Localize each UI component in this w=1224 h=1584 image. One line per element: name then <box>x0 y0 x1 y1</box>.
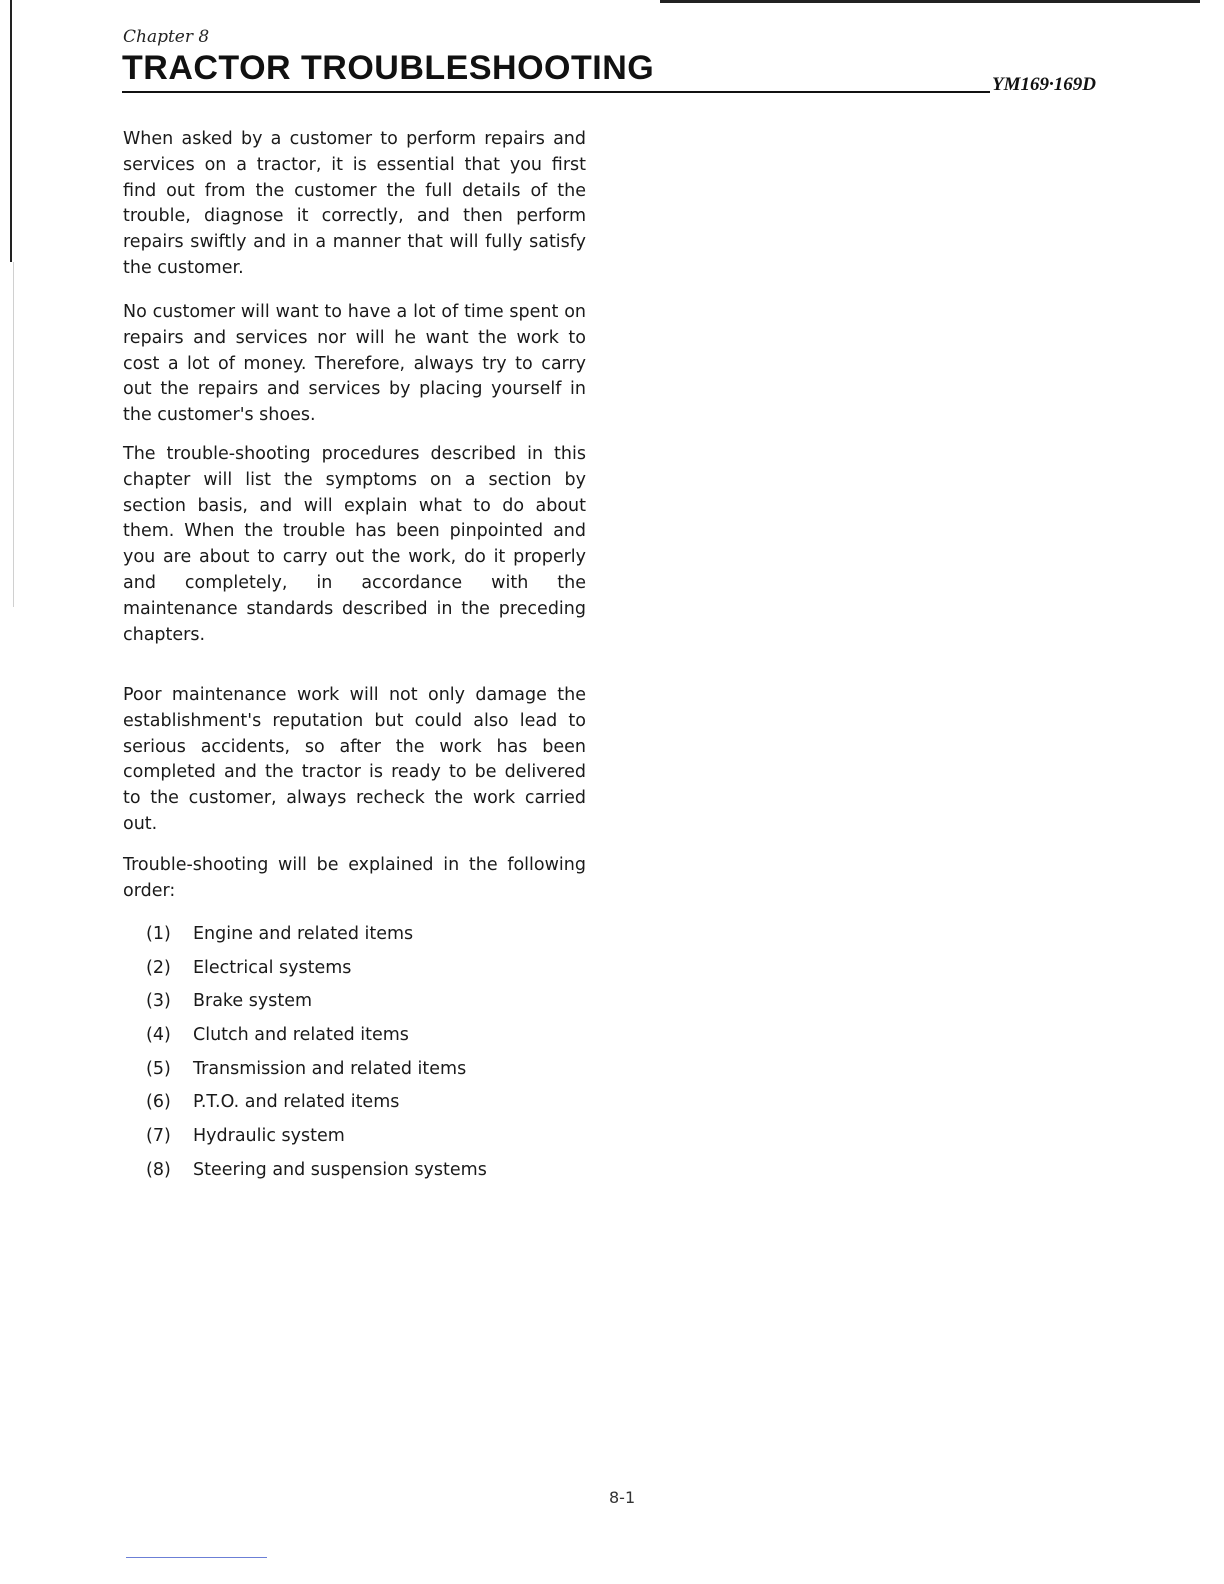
list-item <box>146 1088 487 1122</box>
list-item-label: Transmission and related items <box>193 1058 467 1079</box>
list-item-label: Engine and related items <box>193 924 414 944</box>
scan-edge-line-faint <box>13 262 14 607</box>
list-item-number: (5) <box>146 1058 171 1079</box>
list-item-number: (7) <box>146 1126 171 1147</box>
list-item <box>146 920 487 954</box>
list-item-number: (4) <box>146 1025 171 1046</box>
list-item-label: Hydraulic system <box>193 1126 345 1147</box>
chapter-label: Chapter 8 <box>123 27 210 47</box>
list-item-number: (1) <box>146 924 171 944</box>
list-item <box>146 1156 487 1190</box>
list-item-number: (2) <box>146 957 171 978</box>
paragraph-intro: When asked by a customer to perform repairs and services on a tractor, it is essential that you first find out from the customer the full details of the trouble, diagnose it correctly, and then perform repairs swiftly and in a manner that will fully satisfy the customer. <box>123 129 586 278</box>
paragraph-procedures: The trouble-shooting procedures described in this chapter will list the symptoms on a section by section basis, and will explain what to do about them. When the trouble has been pinpointed and you are about to carry out the work, do it properly and completely, in accordance with the maintenance standards described in the preceding chapters. <box>123 444 586 645</box>
list-item-number: (8) <box>146 1159 171 1180</box>
list-item-label: Clutch and related items <box>193 1025 409 1046</box>
model-number: YM169·169D <box>992 74 1096 95</box>
troubleshooting-order-list <box>146 920 487 1190</box>
scan-edge-line <box>10 0 12 262</box>
top-rule <box>660 0 1200 3</box>
page-title: TRACTOR TROUBLESHOOTING <box>122 49 655 87</box>
bottom-rule <box>126 1557 267 1558</box>
list-item <box>146 1055 487 1089</box>
page-number: 8-1 <box>609 1488 636 1507</box>
list-item-number: (3) <box>146 991 171 1012</box>
list-item-label: Electrical systems <box>193 957 352 978</box>
list-item <box>146 987 487 1021</box>
list-item <box>146 1021 487 1055</box>
list-item-label: Steering and suspension systems <box>193 1159 487 1180</box>
list-item <box>146 954 487 988</box>
list-item-label: P.T.O. and related items <box>193 1092 400 1113</box>
paragraph-customer-time: No customer will want to have a lot of time spent on repairs and services nor will he want the work to cost a lot of money. Therefore, always try to carry out the repairs and services by placing yourself in the customer's shoes. <box>123 302 586 426</box>
paragraph-order-intro: Trouble-shooting will be explained in the following order: <box>123 855 586 901</box>
title-underline <box>122 91 990 93</box>
list-item <box>146 1122 487 1156</box>
paragraph-poor-maintenance: Poor maintenance work will not only damage the establishment's reputation but could also lead to serious accidents, so after the work has been completed and the tractor is ready to be delivered to the customer, always recheck the work carried out. <box>123 685 586 834</box>
list-item-label: Brake system <box>193 991 313 1012</box>
list-item-number: (6) <box>146 1092 171 1113</box>
